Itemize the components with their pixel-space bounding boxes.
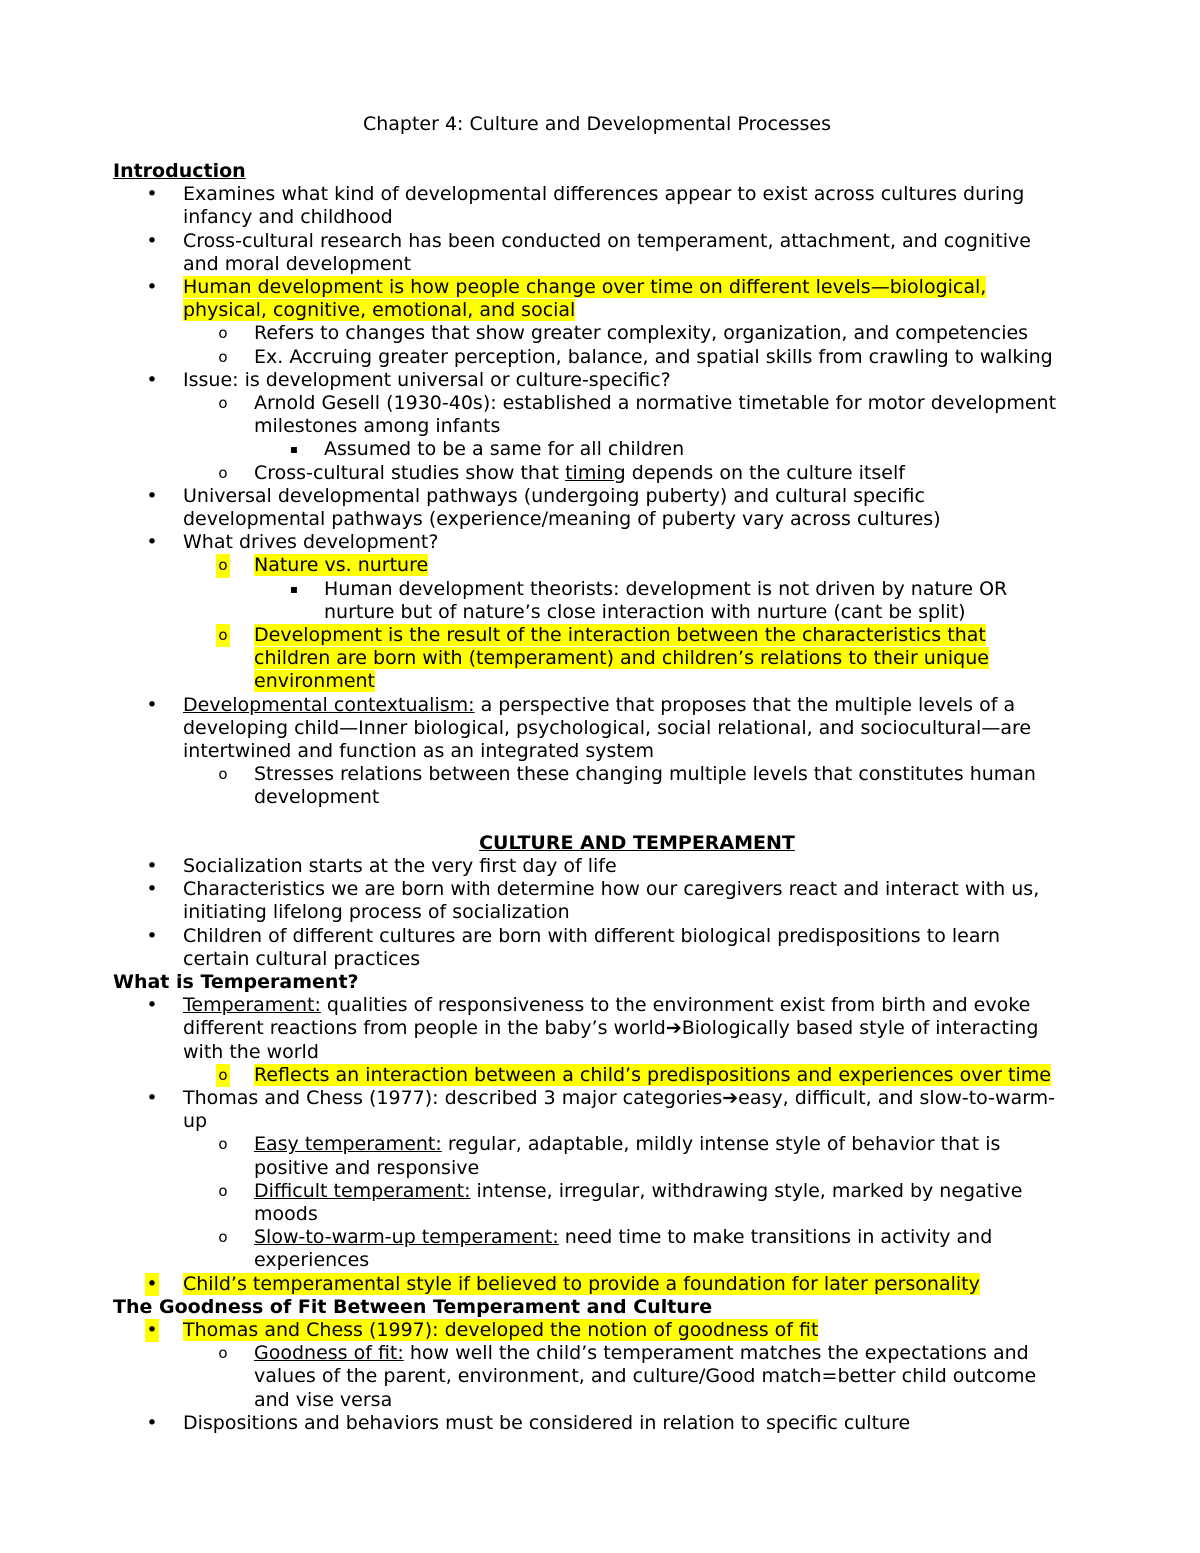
list-item: • What drives development? [146,531,439,554]
list-item-highlighted: o Nature vs. nurture [0,554,1200,577]
circle-marker: o [218,324,228,343]
bullet-marker: • [146,531,158,554]
bullet-marker: • [146,183,158,206]
circle-marker: o [216,624,230,647]
bullet-marker: • [146,484,158,507]
list-item: ▪ Human development theorists: development is not driven by nature OR nurture but of nature’s close interaction with nurture (cant be split) [0,578,1200,624]
term: Easy temperament: [254,1133,442,1156]
list-item: • Temperament: qualities of responsiveness to the environment exist from birth and evoke different reactions from people in the baby’s world➔Biologically based style of interacting with the world [146,994,1039,1063]
list-item: • Socialization starts at the very first day of life [146,855,617,877]
list-item: • Examines what kind of developmental differences appear to exist across cultures during infancy and childhood [146,183,1025,229]
list-item: o Stresses relations between these changing multiple levels that constitutes human development [0,763,1200,809]
list-item: o Goodness of fit: how well the child’s temperament matches the expectations and values of the parent, environment, and culture/Good match=better child outcome and vise versa [0,1342,1200,1412]
bullet-marker: • [146,994,158,1017]
list-item-highlighted: • Thomas and Chess (1997): developed the notion of goodness of fit [146,1319,819,1342]
section-heading-goodness-of-fit: The Goodness of Fit Between Temperament and Culture [113,1295,713,1318]
circle-marker: o [218,347,228,366]
bullet-marker: • [146,693,158,716]
temperament-section [0,855,1200,1435]
circle-marker: o [218,1228,228,1247]
circle-marker: o [218,1181,228,1200]
list-item: • Cross-cultural research has been conducted on temperament, attachment, and cognitive and moral development [146,229,1031,275]
list-item: o Cross-cultural studies show that timing depends on the culture itself [0,462,1200,485]
list-item: • Characteristics we are born with determine how our caregivers react and interact with us, initiating lifelong process of socialization [146,878,1040,924]
list-item-highlighted: o Reflects an interaction between a child’s predispositions and experiences over time [0,1064,1200,1087]
term: Temperament: [183,994,321,1017]
list-item-highlighted: o Development is the result of the interaction between the characteristics that children are born with (temperament) and children’s relations to their unique environment [0,624,1200,694]
section-heading-culture-and-temperament: CULTURE AND TEMPERAMENT [479,832,795,854]
list-item: • Children of different cultures are born with different biological predispositions to learn certain cultural practices [146,924,1000,970]
list-item: • Dispositions and behaviors must be considered in relation to specific culture [146,1411,911,1434]
circle-marker: o [216,1064,230,1087]
list-item: • Universal developmental pathways (undergoing puberty) and cultural specific developmental pathways (experience/meaning of puberty vary across cultures) [146,484,941,531]
list-item: o Arnold Gesell (1930-40s): established a normative timetable for motor development milestones among infants [0,392,1200,438]
term: Slow-to-warm-up temperament: [254,1226,559,1249]
square-marker: ▪ [289,581,299,596]
list-item: o Refers to changes that show greater complexity, organization, and competencies [0,322,1200,345]
circle-marker: o [218,765,228,784]
bullet-marker: • [146,1411,158,1434]
bullet-marker: • [146,229,158,252]
bullet-marker: • [146,1272,158,1295]
bullet-marker: • [146,855,158,877]
list-item: • Issue: is development universal or culture-specific? [146,368,671,391]
list-item: ▪ Assumed to be a same for all children [0,438,1200,461]
circle-marker: o [216,554,230,577]
list-item: o Slow-to-warm-up temperament: need time to make transitions in activity and experiences [0,1226,1200,1272]
term: Developmental contextualism: [183,693,475,716]
circle-marker: o [218,1344,228,1363]
bullet-marker: • [146,924,158,947]
list-item-highlighted: • Human development is how people change over time on different levels—biological, physical, cognitive, emotional, and social [146,276,987,322]
bullet-marker: • [146,368,158,391]
bullet-marker: • [146,1319,158,1342]
bullet-marker: • [146,1087,158,1110]
section-heading-introduction: Introduction [113,160,246,182]
term: Goodness of fit: [254,1342,404,1365]
circle-marker: o [218,1135,228,1154]
list-item: o Difficult temperament: intense, irregular, withdrawing style, marked by negative moods [0,1180,1200,1226]
list-item: • Developmental contextualism: a perspective that proposes that the multiple levels of a developing child—Inner biological, psychological, social relational, and sociocultural—are intertwined and function as an integrated system [146,693,1032,763]
page-title: Chapter 4: Culture and Developmental Processes [362,113,832,135]
square-marker: ▪ [289,442,299,457]
list-item: o Easy temperament: regular, adaptable, mildly intense style of behavior that is positive and responsive [0,1133,1200,1179]
bullet-marker: • [146,276,158,299]
circle-marker: o [218,394,228,413]
term: Difficult temperament: [254,1179,471,1202]
circle-marker: o [218,463,228,482]
section-heading-what-is-temperament: What is Temperament? [113,971,359,994]
intro-section [0,160,1200,810]
list-item: o Ex. Accruing greater perception, balance, and spatial skills from crawling to walking [0,346,1200,369]
list-item-highlighted: • Child’s temperamental style if believed to provide a foundation for later personality [146,1272,980,1295]
bullet-marker: • [146,878,158,901]
list-item: • Thomas and Chess (1977): described 3 major categories➔easy, difficult, and slow-to-warm- up [146,1087,1056,1133]
